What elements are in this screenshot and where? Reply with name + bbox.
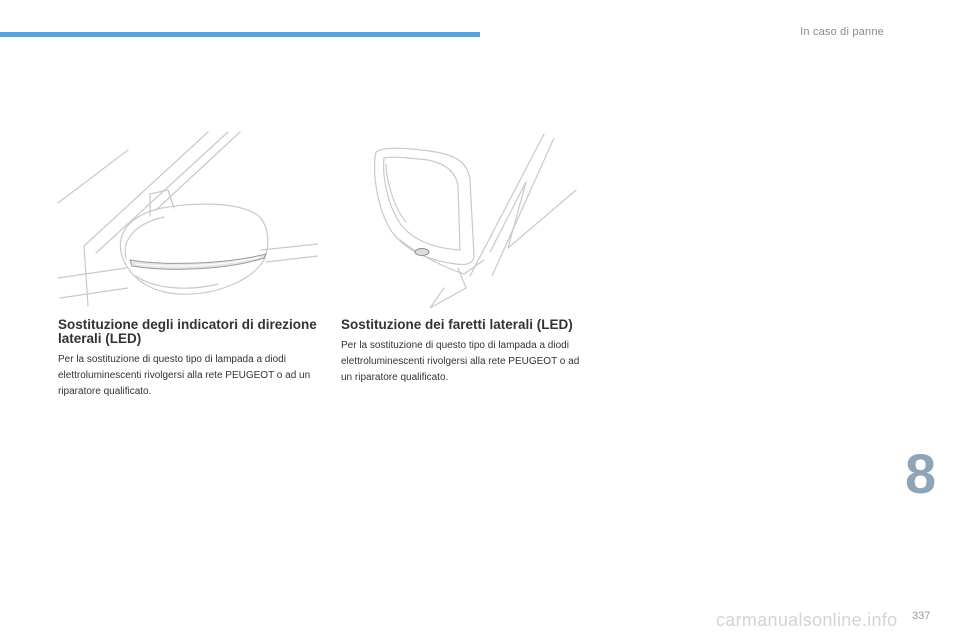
section-title: In caso di panne <box>800 26 884 38</box>
left-section <box>58 318 320 400</box>
page-number: 337 <box>912 610 931 622</box>
left-section-body: Per la sostituzione di questo tipo di lampada a diodi elettroluminescenti rivolgersi alla rete PEUGEOT o ad un riparatore qualificato. <box>58 354 311 397</box>
header-accent-bar <box>0 32 480 37</box>
right-section-title: Sostituzione dei faretti laterali (LED) <box>341 317 573 332</box>
left-section-title: Sostituzione degli indicatori di direzione laterali (LED) <box>58 317 317 346</box>
right-section-body: Per la sostituzione di questo tipo di lampada a diodi elettroluminescenti rivolgersi alla rete PEUGEOT o ad un riparatore qualificato. <box>341 340 580 383</box>
mirror-spotlight-illustration <box>340 128 580 308</box>
watermark: carmanualsonline.info <box>716 610 898 630</box>
right-section <box>341 318 591 386</box>
side-mirror-indicator-illustration <box>56 128 318 308</box>
chapter-number: 8 <box>905 442 937 505</box>
